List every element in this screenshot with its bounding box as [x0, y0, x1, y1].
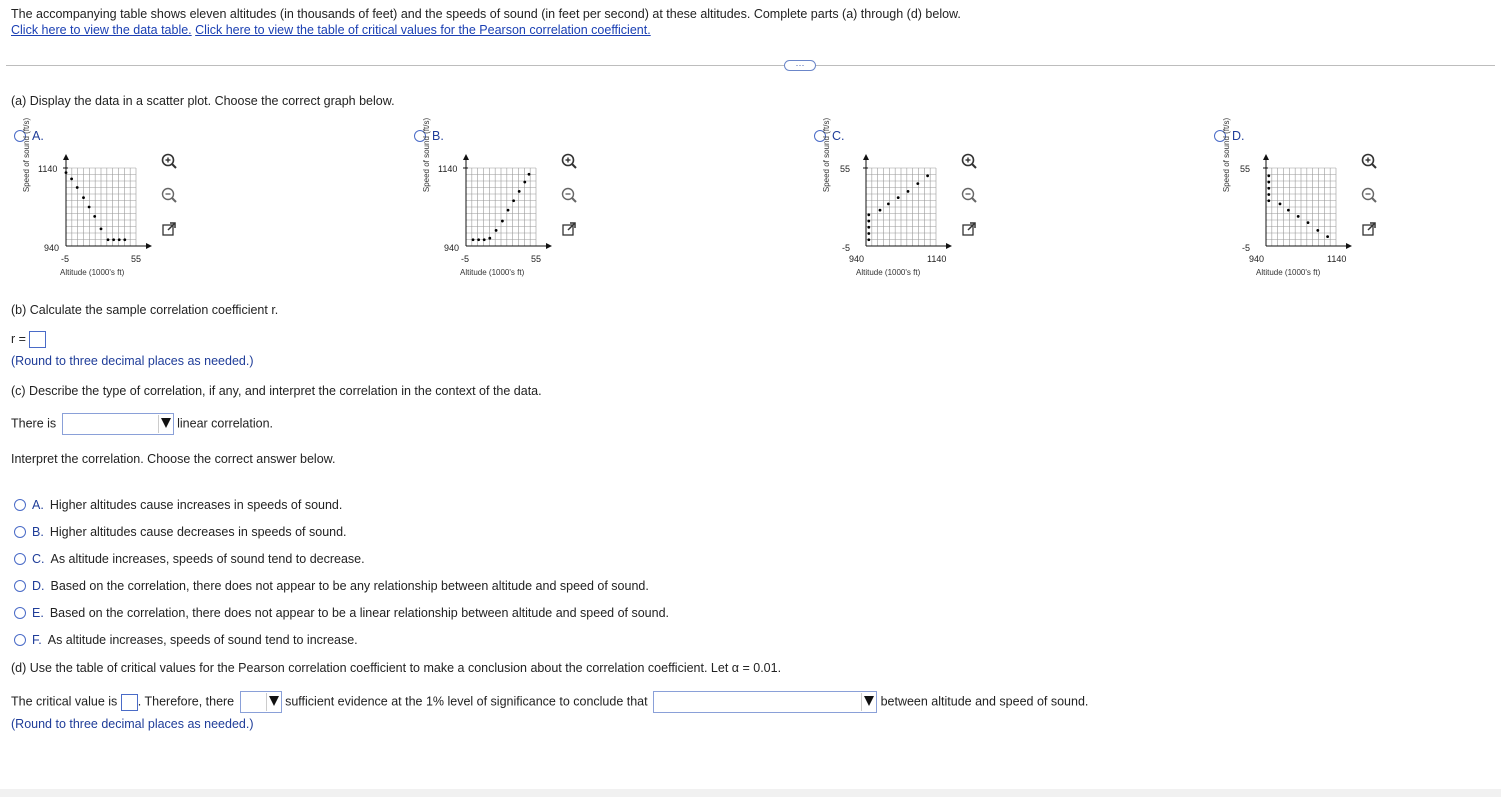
- scatter-point: [867, 232, 870, 235]
- x-tick-right: 55: [531, 254, 542, 264]
- y-axis-arrow: [1263, 154, 1269, 160]
- y-axis-label: Speed of sound (ft/s): [422, 117, 431, 193]
- option-text: As altitude increases, speeds of sound tend to decrease.: [50, 551, 365, 566]
- footer-bar: [0, 789, 1501, 797]
- therefore-label: . Therefore, there: [137, 694, 235, 709]
- scatter-point: [65, 171, 68, 174]
- scatter-point: [867, 238, 870, 241]
- y-tick-top: 1140: [438, 164, 458, 174]
- option-letter: D.: [1232, 129, 1245, 143]
- plot-grid-b: [414, 150, 554, 265]
- zoom-out-icon[interactable]: [1360, 186, 1378, 204]
- interpretation-options: [14, 491, 669, 653]
- y-axis-arrow: [63, 154, 69, 160]
- graph-option-d[interactable]: [1214, 129, 1251, 143]
- tools-b: [560, 152, 578, 238]
- x-axis-label: Altitude (1000's ft): [856, 268, 921, 277]
- scatter-point: [907, 190, 910, 193]
- scatter-point: [518, 190, 521, 193]
- scatter-point: [867, 226, 870, 229]
- scatter-plot-c: [814, 117, 954, 280]
- dropdown-arrow-icon: [269, 696, 279, 706]
- divider: [6, 65, 1495, 66]
- scatter-point: [501, 220, 504, 223]
- zoom-out-icon[interactable]: [560, 186, 578, 204]
- expand-button[interactable]: ⋯: [784, 60, 816, 71]
- scatter-point: [118, 238, 121, 241]
- y-tick-bottom: 940: [444, 243, 460, 253]
- graph-option-a[interactable]: [14, 129, 50, 143]
- tools-d: [1360, 152, 1378, 238]
- x-tick-left: 940: [1249, 254, 1265, 264]
- r-label: r =: [11, 331, 26, 346]
- y-tick-top: 55: [840, 164, 851, 174]
- radio-interpret-c[interactable]: [14, 553, 26, 565]
- scatter-point: [1287, 209, 1290, 212]
- scatter-point: [1267, 187, 1270, 190]
- graph-option-b[interactable]: [414, 129, 450, 143]
- y-tick-bottom: 940: [44, 243, 60, 253]
- scatter-point: [926, 174, 929, 177]
- scatter-point: [1307, 221, 1310, 224]
- x-axis-label: Altitude (1000's ft): [1256, 268, 1321, 277]
- radio-interpret-d[interactable]: [14, 580, 26, 592]
- there-is-label: There is: [11, 416, 57, 431]
- part-d-hint: (Round to three decimal places as needed.): [11, 717, 254, 731]
- scatter-point: [483, 238, 486, 241]
- intro: [11, 6, 961, 38]
- scatter-point: [1267, 174, 1270, 177]
- option-text: Based on the correlation, there does not appear to be any relationship between altitude and speed of sound.: [50, 578, 649, 593]
- scatter-point: [1267, 181, 1270, 184]
- scatter-point: [93, 215, 96, 218]
- plot-grid-d: [1214, 150, 1354, 265]
- intro-text: The accompanying table shows eleven altitudes (in thousands of feet) and the speeds of sound (in feet per second) at these altitudes. Complete parts (a) through (d) below.: [11, 7, 961, 21]
- scatter-point: [488, 237, 491, 240]
- zoom-in-icon[interactable]: [560, 152, 578, 170]
- scatter-point: [1316, 229, 1319, 232]
- scatter-plot-d: [1214, 117, 1354, 280]
- open-external-icon[interactable]: [1360, 220, 1378, 238]
- correlation-row: [11, 413, 273, 435]
- scatter-point: [123, 238, 126, 241]
- zoom-out-icon[interactable]: [960, 186, 978, 204]
- scatter-point: [1267, 199, 1270, 202]
- interpret-option-c[interactable]: [14, 545, 669, 572]
- y-axis-label: Speed of sound (ft/s): [822, 117, 831, 193]
- y-axis-arrow: [463, 154, 469, 160]
- y-tick-top: 1140: [38, 164, 58, 174]
- scatter-point: [867, 220, 870, 223]
- dropdown-arrow-icon: [864, 696, 874, 706]
- x-tick-right: 1140: [927, 254, 947, 264]
- zoom-out-icon[interactable]: [160, 186, 178, 204]
- open-external-icon[interactable]: [560, 220, 578, 238]
- interpret-option-a[interactable]: [14, 491, 669, 518]
- part-b-prompt: (b) Calculate the sample correlation coefficient r.: [11, 303, 279, 317]
- scatter-point: [495, 229, 498, 232]
- scatter-point: [477, 238, 480, 241]
- plot-grid-a: [14, 150, 154, 265]
- option-letter: C.: [832, 129, 845, 143]
- option-letter: C.: [32, 551, 45, 566]
- x-axis-label: Altitude (1000's ft): [60, 268, 125, 277]
- interpret-option-e[interactable]: [14, 599, 669, 626]
- scatter-point: [472, 238, 475, 241]
- option-letter: B.: [432, 129, 444, 143]
- x-axis-arrow: [146, 243, 152, 249]
- correlation-type-dropdown[interactable]: [62, 413, 174, 435]
- radio-interpret-a[interactable]: [14, 499, 26, 511]
- x-axis-arrow: [546, 243, 552, 249]
- option-letter: A.: [32, 129, 44, 143]
- y-tick-top: 55: [1240, 164, 1251, 174]
- x-tick-left: 940: [849, 254, 865, 264]
- part-b-hint: (Round to three decimal places as needed.): [11, 354, 254, 368]
- part-a-prompt: (a) Display the data in a scatter plot. Choose the correct graph below.: [11, 94, 395, 108]
- y-tick-bottom: -5: [842, 243, 851, 253]
- scatter-point: [1297, 215, 1300, 218]
- radio-interpret-e[interactable]: [14, 607, 26, 619]
- scatter-point: [512, 199, 515, 202]
- open-external-icon[interactable]: [960, 220, 978, 238]
- zoom-in-icon[interactable]: [1360, 152, 1378, 170]
- scatter-point: [112, 238, 115, 241]
- scatter-point: [1326, 235, 1329, 238]
- zoom-in-icon[interactable]: [960, 152, 978, 170]
- x-tick-right: 55: [131, 254, 142, 264]
- interpret-option-f[interactable]: [14, 626, 669, 653]
- plot-grid-c: [814, 150, 954, 265]
- y-tick-bottom: -5: [1242, 243, 1251, 253]
- x-tick-left: -5: [461, 254, 470, 264]
- scatter-point: [82, 196, 85, 199]
- data-table-link[interactable]: Click here to view the data table.: [11, 23, 192, 37]
- scatter-point: [70, 178, 73, 181]
- scatter-plot-a: [14, 117, 154, 280]
- x-tick-right: 1140: [1327, 254, 1347, 264]
- option-letter: D.: [32, 578, 45, 593]
- scatter-plot-b: [414, 117, 554, 280]
- scatter-point: [916, 182, 919, 185]
- scatter-point: [100, 227, 103, 230]
- conclusion-row: [11, 691, 1088, 713]
- option-letter: E.: [32, 605, 44, 620]
- option-letter: F.: [32, 632, 42, 647]
- scatter-point: [528, 173, 531, 176]
- scatter-point: [507, 209, 510, 212]
- y-axis-label: Speed of sound (ft/s): [22, 117, 31, 193]
- linear-correlation-label: linear correlation.: [177, 416, 274, 431]
- part-d-prompt: (d) Use the table of critical values for the Pearson correlation coefficient to make a conclusion about the correlation coefficient. Let α = 0.01.: [11, 661, 782, 675]
- option-text: Higher altitudes cause increases in speeds of sound.: [49, 497, 343, 512]
- interpret-option-d[interactable]: [14, 572, 669, 599]
- r-input[interactable]: [29, 331, 46, 348]
- option-text: Higher altitudes cause decreases in speeds of sound.: [49, 524, 347, 539]
- part-c-prompt: (c) Describe the type of correlation, if any, and interpret the correlation in the context of the data.: [11, 384, 542, 398]
- option-text: As altitude increases, speeds of sound tend to increase.: [47, 632, 358, 647]
- scatter-point: [867, 213, 870, 216]
- between-label: between altitude and speed of sound.: [880, 694, 1089, 709]
- scatter-point: [88, 206, 91, 209]
- scatter-point: [76, 186, 79, 189]
- scatter-point: [107, 238, 110, 241]
- scatter-point: [887, 202, 890, 205]
- open-external-icon[interactable]: [160, 220, 178, 238]
- evidence-dropdown[interactable]: [240, 691, 282, 713]
- radio-interpret-f[interactable]: [14, 634, 26, 646]
- critical-value-label: The critical value is: [11, 694, 118, 709]
- option-letter: B.: [32, 524, 44, 539]
- critical-value-input[interactable]: [121, 694, 138, 711]
- sufficient-label: sufficient evidence at the 1% level of significance to conclude that: [285, 694, 648, 709]
- tools-c: [960, 152, 978, 238]
- zoom-in-icon[interactable]: [160, 152, 178, 170]
- interpret-prompt: Interpret the correlation. Choose the correct answer below.: [11, 452, 336, 466]
- conclusion-dropdown[interactable]: [653, 691, 877, 713]
- y-axis-arrow: [863, 154, 869, 160]
- interpret-option-b[interactable]: [14, 518, 669, 545]
- y-axis-label: Speed of sound (ft/s): [1222, 117, 1231, 193]
- scatter-point: [1267, 193, 1270, 196]
- scatter-point: [1279, 202, 1282, 205]
- tools-a: [160, 152, 178, 238]
- x-tick-left: -5: [61, 254, 70, 264]
- x-axis-arrow: [946, 243, 952, 249]
- x-axis-label: Altitude (1000's ft): [460, 268, 525, 277]
- scatter-point: [879, 209, 882, 212]
- option-text: Based on the correlation, there does not appear to be a linear relationship between altitude and speed of sound.: [49, 605, 669, 620]
- option-letter: A.: [32, 497, 44, 512]
- scatter-point: [897, 196, 900, 199]
- critical-values-link[interactable]: Click here to view the table of critical values for the Pearson correlation coefficient.: [195, 23, 651, 37]
- scatter-point: [523, 181, 526, 184]
- r-row: [11, 331, 46, 348]
- radio-interpret-b[interactable]: [14, 526, 26, 538]
- graph-option-c[interactable]: [814, 129, 851, 143]
- dropdown-arrow-icon: [161, 418, 171, 428]
- x-axis-arrow: [1346, 243, 1352, 249]
